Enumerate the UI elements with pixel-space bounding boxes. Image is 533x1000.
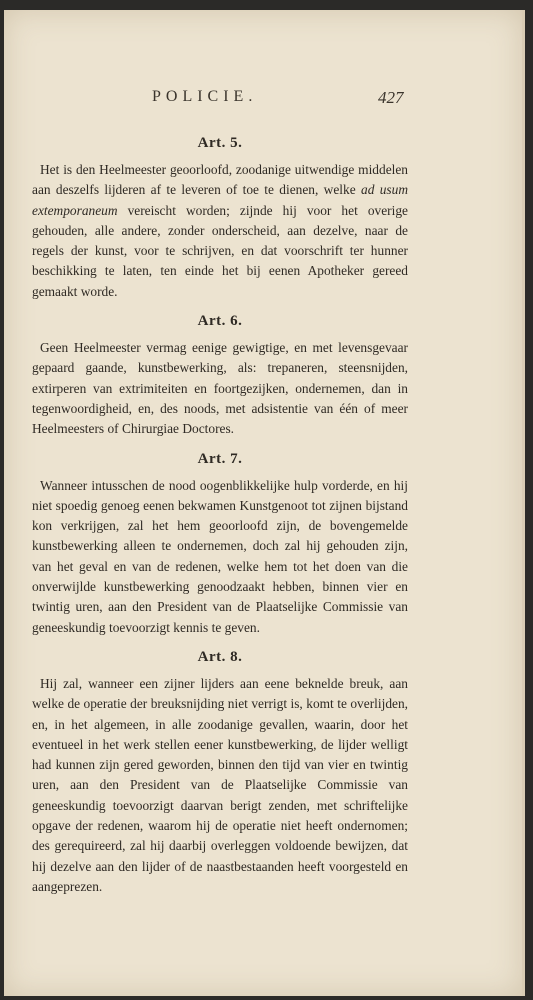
book-page: [4, 10, 525, 996]
article-paragraph: Wanneer intusschen de nood oogenblikkelijke hulp vorderde, en hij niet spoedig genoeg eenen bekwamen Kunstgenoot tot zijnen bijstand kon verkrijgen, zal het hem geoorloofd zijn, de bovengemelde kunstbewerking alleen te ondernemen, doch zal hij gehouden zijn, van het geval en van de redenen, welke hem tot het doen van die onverwijlde kunstbewerking genoodzaakt hebben, binnen vier en twintig uren, aan den President van de Plaatselijke Commissie van geneeskundig toevoorzigt kennis te geven.: [32, 477, 408, 635]
paragraph-text: Het is den Heelmeester geoorloofd, zoodanige uitwendige middelen aan deszelfs lijderen af te leveren of toe te dienen, welke: [32, 162, 408, 198]
body-text: [32, 130, 408, 903]
page-number: 427: [378, 88, 404, 107]
article-heading: Art. 8.: [197, 648, 243, 665]
page-header: [4, 88, 522, 118]
running-title: POLICIE.: [152, 88, 258, 105]
italic-phrase: ad usum extemporaneum: [32, 182, 409, 218]
article-heading: Art. 5.: [197, 135, 243, 151]
article-heading: Art. 7.: [197, 450, 243, 467]
paragraph-text: vereischt worden; zijnde hij voor het overige gehouden, alle andere, zonder onderscheid, aan dezelve, naar de regels der kunst, voor te schrijven, en dat voorschrift ter hunner beschikking te laten, ten einde het bij eenen Apotheker gereed gemaakt worde.: [32, 202, 408, 299]
article-paragraph: Hij zal, wanneer een zijner lijders aan eene beknelde breuk, aan welke de operatie der breuksnijding niet verrigt is, komt te overlijden, en, in het algemeen, in alle zoodanige gevallen, waarin, door het eventueel in het werk stellen eener kunstbewerking, de lijder welligt had kunnen zijn gered geworden, binnen den tijd van vier en twintig uren, aan den President van de Plaatselijke Commissie van geneeskundig toevoorzigt daarvan berigt zenden, met schriftelijke opgave der redenen, waarom hij de operatie niet heeft ondernomen; des gerequireerd, zal hij daarbij overleggen voldoende bewijzen, dat hij dezelve aan den lijder of de naastbestaanden heeft voorgesteld en aangeprezen.: [32, 675, 408, 894]
article-heading: Art. 6.: [197, 313, 243, 330]
article-paragraph: [32, 160, 408, 302]
article-paragraph: Geen Heelmeester vermag eenige gewigtige, en met levensgevaar gepaard gaande, kunstbewerking, als: trepaneren, steensnijden, extirperen van extrimiteiten en foortgezijken, ondernemen, dan in tegenwoordigheid, en, des noods, met adsistentie van één of meer Heelmeesters of Chirurgiae Doctores.: [32, 340, 408, 437]
